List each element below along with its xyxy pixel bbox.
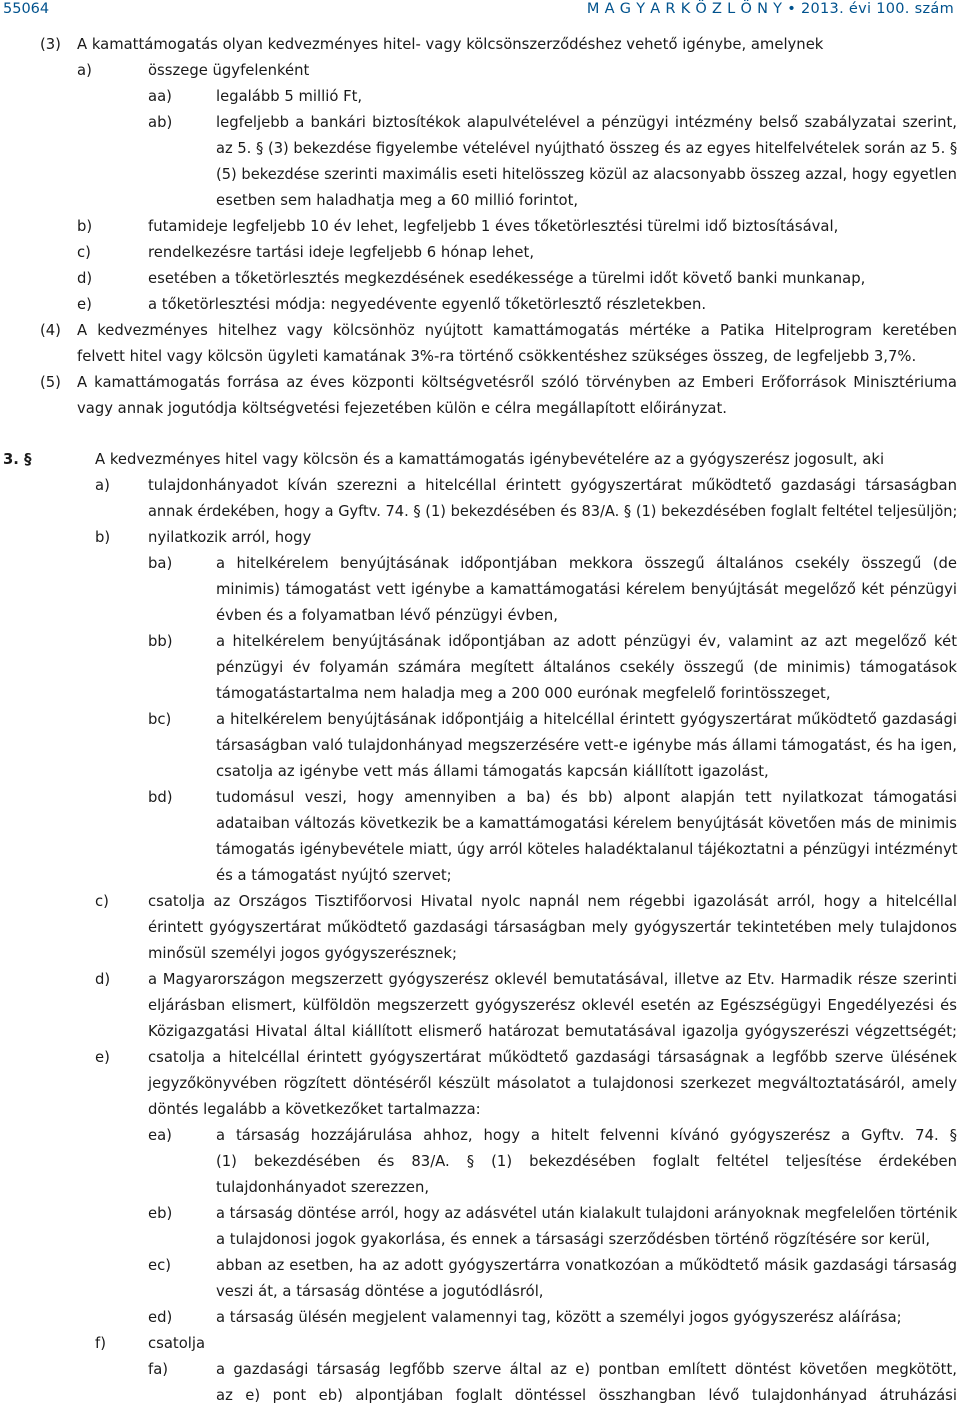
text-line: a társaság döntése arról, hogy az adásvétel után kialakult tulajdoni arányoknak megfelelően történik [216, 1205, 958, 1222]
publication-title: M A G Y A R K Ö Z L Ö N Y • 2013. évi 100. szám [586, 1, 954, 17]
text-line: minimis) támogatást vett igénybe a kamattámogatási kérelem benyújtását megelőző két pénzügyi [216, 581, 957, 598]
text-line: összege ügyfelenként [148, 62, 310, 79]
text-line: A kamattámogatás olyan kedvezményes hitel- vagy kölcsönszerződéshez vehető igénybe, amelynek [77, 36, 824, 53]
text-line: futamideje legfeljebb 10 év lehet, legfeljebb 1 éves tőketörlesztési türelmi idő biztosításával, [148, 218, 839, 235]
text-line: (4) [40, 322, 61, 339]
text-line: eb) [148, 1205, 173, 1222]
text-line: b) [77, 218, 93, 235]
text-line: a társaság ülésén megjelent valamennyi tag, között a személyi jogos gyógyszerész aláírása; [216, 1309, 902, 1326]
text-line: nyilatkozik arról, hogy [148, 529, 312, 546]
text-line: 3. § [3, 451, 32, 468]
text-line: ba) [148, 555, 173, 572]
text-line: támogatástartalma nem haladja meg a 200 000 eurónak megfelelő forintösszeget, [216, 685, 831, 702]
text-line: abban az esetben, ha az adott gyógyszertárra vonatkozóan a működtető másik gazdasági társaság [216, 1257, 957, 1274]
text-line: legalább 5 millió Ft, [216, 88, 363, 105]
text-line: f) [95, 1335, 106, 1352]
text-line: a társaság hozzájárulása ahhoz, hogy a hitelt felvenni kívánó gyógyszerész a Gyftv. 74. § [216, 1127, 957, 1144]
text-line: tulajdonhányadot kíván szerezni a hitelcéllal érintett gyógyszertárat működtető gazdasági társaságban [148, 477, 957, 494]
text-line: a Magyarországon megszerzett gyógyszerész oklevél bemutatásával, illetve az Etv. Harmadik része szerinti [148, 971, 957, 988]
text-line: a tulajdonosi jogok gyakorlása, és ennek a társasági szerződésben történő rögzítésére sor kerül, [216, 1231, 931, 1248]
text-line: csatolja [148, 1335, 206, 1352]
text-line: a tőketörlesztési módja: negyedévente egyenlő tőketörlesztő részletekben. [148, 296, 707, 313]
text-line: eljárásban elismert, külföldön megszerzett gyógyszerész oklevél esetén az Egészségügyi Engedélyezési és [148, 997, 957, 1014]
text-line: a hitelkérelem benyújtásának időpontjában az adott pénzügyi év, valamint az azt megelőző két [216, 633, 957, 650]
text-line: (3) [40, 36, 61, 53]
page-number: 55064 [3, 1, 50, 17]
text-line: a hitelkérelem benyújtásának időpontjáig a hitelcéllal érintett gyógyszertárat működtető gazdasági [216, 711, 957, 728]
text-line: vagy annak jogutódja költségvetési fejezetében külön e célra megállapított előirányzat. [77, 400, 727, 417]
text-line: adataiban változás következik be a kamattámogatási kérelem benyújtását követően más de minimis [216, 815, 957, 832]
text-line: társaságban való tulajdonhányad megszerzésére vett-e igénybe más állami támogatást, és ha igen, [216, 737, 957, 754]
text-line: b) [95, 529, 111, 546]
text-line: döntés legalább a következőket tartalmazza: [148, 1101, 481, 1118]
text-line: (5) [40, 374, 61, 391]
text-line: d) [77, 270, 93, 287]
text-line: csatolja az Országos Tisztifőorvosi Hivatal nyolc napnál nem régebbi igazolását arról, hogy a hitelcéllal [148, 893, 957, 910]
text-line: ab) [148, 114, 173, 131]
text-line: annak érdekében, hogy a Gyftv. 74. § (1) bekezdésében és 83/A. § (1) bekezdésében foglalt feltétel teljesüljön; [148, 503, 958, 520]
text-line: veszi át, a társaság döntése a jogutódlásról, [216, 1283, 544, 1300]
text-line: évben és a folyamatban lévő pénzügyi évben, [216, 607, 558, 624]
text-line: e) [77, 296, 92, 313]
text-line: az e) pont eb) alpontjában foglalt döntéssel összhangban lévő tulajdonhányad átruházási [216, 1387, 957, 1404]
text-line: Közigazgatási Hivatal által kiállított elismerő határozat bemutatásával igazolja gyógyszerészi végzettségét; [148, 1023, 957, 1040]
text-line: csatolja az igénybe vett más állami támogatás kapcsán kiállított igazolást, [216, 763, 769, 780]
text-line: fa) [148, 1361, 169, 1378]
text-line: felvett hitel vagy kölcsön ügyleti kamatának 3%-ra történő csökkentéshez szükséges összeg, de legfeljebb 3,7%. [77, 348, 917, 365]
text-line: aa) [148, 88, 172, 105]
text-line: ea) [148, 1127, 172, 1144]
text-line: a) [77, 62, 92, 79]
text-line: (1) bekezdésében és 83/A. § (1) bekezdésében foglalt feltétel teljesítése érdekében [216, 1153, 957, 1170]
text-line: támogatás igénybevétele miatt, úgy arról köteles haladéktalanul tájékoztatni a pénzügyi intézményt [216, 841, 958, 858]
text-line: tulajdonhányadot szerezzen, [216, 1179, 430, 1196]
text-line: c) [95, 893, 109, 910]
text-line: (5) bekezdése szerinti maximális eseti hitelösszeg közül az alacsonyabb összeg azzal, hogy egyetlen [216, 166, 957, 183]
text-line: esetben sem haladhatja meg a 60 millió forintot, [216, 192, 579, 209]
text-line: c) [77, 244, 91, 261]
text-line: minősül személyi jogos gyógyszerésznek; [148, 945, 457, 962]
text-line: a hitelkérelem benyújtásának időpontjában mekkora összegű általános csekély összegű (de [216, 555, 957, 572]
text-line: jegyzőkönyvében rögzített döntéséről készült másolatot a tulajdonosi szerkezet megváltoztatásáról, amely [148, 1075, 957, 1092]
text-line: bd) [148, 789, 173, 806]
text-line: esetében a tőketörlesztés megkezdésének esedékessége a türelmi időt követő banki munkanap, [148, 270, 866, 287]
text-line: a) [95, 477, 110, 494]
text-line: bb) [148, 633, 173, 650]
text-line: A kedvezményes hitel vagy kölcsön és a kamattámogatás igénybevételére az a gyógyszerész jogosult, aki [95, 451, 885, 468]
text-line: d) [95, 971, 111, 988]
text-line: pénzügyi év folyamán számára megített általános csekély összegű (de minimis) támogatások [216, 659, 957, 676]
text-line: ed) [148, 1309, 173, 1326]
text-line: A kamattámogatás forrása az éves központi költségvetésről szóló törvényben az Emberi Erőforrások Minisztériuma [77, 374, 957, 391]
text-line: A kedvezményes hitelhez vagy kölcsönhöz nyújtott kamattámogatás mértéke a Patika Hitelprogram keretében [77, 322, 957, 339]
text-line: érintett gyógyszertárat működtető gazdasági társaságban mely gyógyszertár tekintetében mely tulajdonos [148, 919, 957, 936]
text-line: az 5. § (3) bekezdése figyelembe vételével nyújtható összeg és az egyes hitelfelvételek során az 5. § [216, 140, 958, 157]
text-line: és a támogatást nyújtó szervet; [216, 867, 452, 884]
text-line: ec) [148, 1257, 172, 1274]
text-line: a gazdasági társaság legfőbb szerve által az e) pontban említett döntést követően megkötött, [216, 1361, 957, 1378]
text-line: rendelkezésre tartási ideje legfeljebb 6 hónap lehet, [148, 244, 535, 261]
text-line: bc) [148, 711, 172, 728]
text-line: legfeljebb a bankári biztosítékok alapulvételével a pénzügyi intézmény belső szabályzatai szerint, [216, 114, 957, 131]
text-line: tudomásul veszi, hogy amennyiben a ba) és bb) alpont alapján tett nyilatkozat támogatási [216, 789, 957, 806]
text-line: csatolja a hitelcéllal érintett gyógyszertárat működtető gazdasági társaságnak a legfőbb szerve ülésének [148, 1049, 957, 1066]
text-line: e) [95, 1049, 110, 1066]
